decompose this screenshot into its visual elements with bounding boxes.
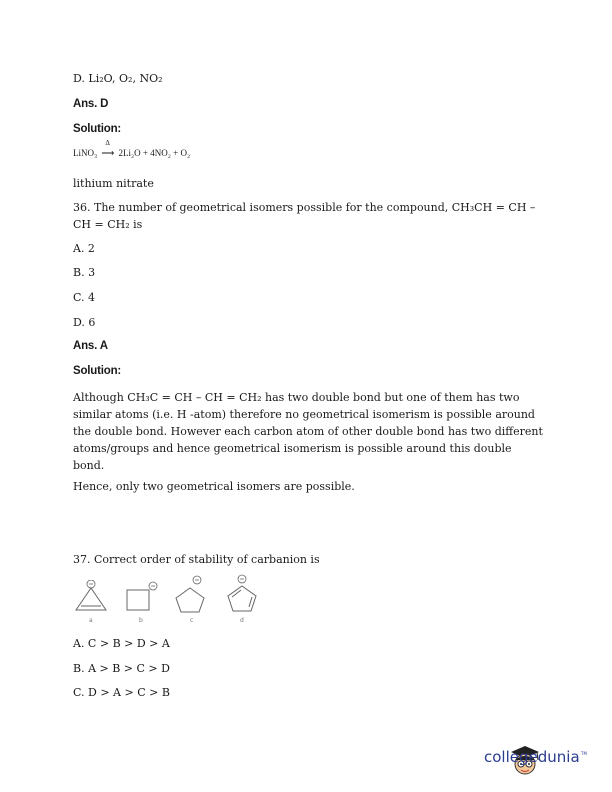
cyclopentadienyl-anion-structure: [222, 574, 262, 614]
q36-option-d: D. 6: [73, 316, 96, 329]
q36-answer: Ans. A: [73, 340, 108, 352]
q36-question-line2: CH = CH₂ is: [73, 218, 143, 231]
q36-option-c: C. 4: [73, 291, 96, 304]
q36-conclusion: Hence, only two geometrical isomers are possible.: [73, 480, 355, 493]
heat-delta: Δ: [105, 139, 110, 147]
q35-solution-label: Solution:: [73, 123, 122, 135]
q36-solution-label: Solution:: [73, 365, 122, 377]
q36-option-a: A. 2: [73, 242, 95, 255]
cyclopropenyl-anion-structure: [72, 580, 110, 614]
q36-question-line1: 36. The number of geometrical isomers possible for the compound, CH₃CH = CH –: [73, 201, 536, 214]
brand-wordmark: collegedunia: [484, 748, 580, 766]
q35-option-d: D. Li₂O, O₂, NO₂: [73, 72, 163, 85]
q35-equation: [73, 139, 191, 159]
q37-option-a: A. C > B > D > A: [73, 637, 170, 650]
q37-option-c: C. D > A > C > B: [73, 686, 170, 699]
q37-question: 37. Correct order of stability of carbanion is: [73, 553, 320, 566]
q35-answer: Ans. D: [73, 98, 109, 110]
brand-trademark: TM: [581, 751, 587, 756]
structure-label-d: d: [240, 617, 244, 624]
q36-option-b: B. 3: [73, 266, 96, 279]
cyclopentyl-anion-structure: [170, 574, 210, 614]
structure-label-c: c: [190, 617, 194, 624]
reaction-arrow: Δ ⟶: [101, 139, 115, 158]
structure-label-a: a: [89, 617, 93, 624]
equation-lhs: LiNO₃: [73, 148, 98, 158]
equation-rhs: 2Li₂O + 4NO₂ + O₂: [118, 148, 191, 158]
cyclobutyl-anion-structure: [122, 580, 158, 614]
q37-option-b: B. A > B > C > D: [73, 662, 170, 675]
q35-note: lithium nitrate: [73, 177, 154, 190]
structure-label-b: b: [139, 617, 143, 624]
q36-solution-text: Although CH₃C = CH – CH = CH₂ has two double bond but one of them has two similar atoms (i.e. H -atom) therefore no geometrical isomerism is possible around the double bond. However each carbon atom of other double bond has two different atoms/groups and hence geometrical isomerism is possible around this double bond.: [73, 391, 543, 472]
